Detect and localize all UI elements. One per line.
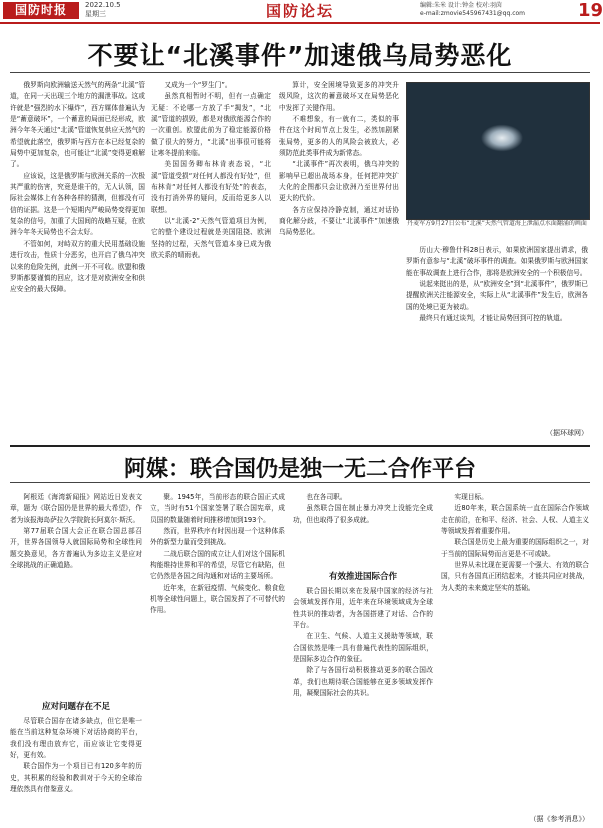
paragraph: 说起来挺出的是，从“欧洲安全”到“北溪事件”，俄罗斯已提醒欧洲关注能源安全，实际上从“北溪事件”发生后，欧洲各国的处境已更为被动。 (406, 280, 588, 311)
paragraph: 第77届联合国大会正在联合国总部召开，世界各国领导人就国际局势和全球性问题交换意见，各方普遍认为多边主义是应对全球挑战的正确道路。 (10, 527, 142, 570)
title2-divider (10, 482, 590, 483)
article2-col2 (150, 492, 285, 824)
article1-col4 (406, 245, 588, 430)
gas-leak-photo (406, 82, 590, 220)
paragraph: 在卫生、气候、人道主义援助等领域，联合国依然是唯一具有普遍代表性的国际组织，是国际多边合作的象征。 (293, 632, 433, 664)
paragraph: 虽然联合国在制止暴力冲突上没能完全成功，但也取得了很多成就。 (293, 504, 433, 524)
paragraph: 近80年来，联合国系统一直在国际合作领域走在前沿，在和平、经济、社会、人权、人道主义等领域发挥着重要作用。 (441, 504, 589, 536)
newspaper-logo: 国防时报 (3, 2, 79, 19)
article2-col1 (10, 492, 142, 692)
paragraph: 历山大·穆鲁什科28日表示，如果欧洲国家提出请求，俄罗斯有意参与“北溪”破坏事件的调查。如果俄罗斯与欧洲国家能在事故调查上进行合作，那将是欧洲安全的一个积极信号。 (406, 246, 588, 277)
paragraph: 各方应保持冷静克制，通过对话协商化解分歧，不要让“北溪事件”加速俄乌局势恶化。 (279, 205, 399, 237)
article2-signature: （据《参考消息》） (529, 815, 589, 823)
paragraph: 应该说，这是俄罗斯与欧洲关系的一次极其严重的伤害，究竟是谁干的，无人认领，国际社会媒体上有各种各样的猜测，但都没有可信的证据。这是一个短期内严峻局势变得更加复杂的信号，加重了大国间的战略互疑，在欧洲今年冬天局势也不会太好。 (10, 171, 145, 237)
paragraph: 不管如何，对峙双方的重大民用基础设施进行攻击，性质十分恶劣，也开启了俄乌冲突以来的危险先例，此例一开不可收。欧盟和俄罗斯都要谨慎的回应，这才是对欧洲安全和供应安全的最大保障。 (10, 239, 145, 294)
photo-caption: 丹麦军方9月27日公布“北溪”天然气管道海上泄漏点水面翻涌的画面 (407, 220, 587, 227)
editor-credits (420, 2, 580, 18)
issue-date-block (85, 1, 121, 19)
paragraph: 联合国是历史上最为重要的国际组织之一，对于当前的国际局势而言更是不可或缺。 (441, 538, 589, 558)
paragraph: 联合国长期以来在发展中国家的经济与社会领域发挥作用，近年来在环境领域成为全球性共识的推动者，为各国搭建了对话、合作的平台。 (293, 587, 433, 630)
paragraph: 阿根廷《海湾新闻报》网站近日发表文章，题为《联合国仍是世界的最大希望》，作者为该报海岛萨拉久学院院长阿莫尔·斯沃。 (10, 493, 142, 524)
article2-col3 (293, 492, 433, 562)
article2-col3b (293, 586, 433, 824)
page-number: 19 (578, 0, 603, 21)
paragraph: 不难想象，有一就有二，类似的事件在这个时间节点上发生，必然加剧紧张局势，更多的人的风险会被放大，必须防范此类事件成为新常态。 (279, 115, 399, 158)
editor-names: 编辑:朱米 设计:钟金 校对:羽茵 (420, 2, 502, 9)
article1-col2 (151, 80, 271, 440)
paragraph: 以“北溪-2”天然气管道项目为例，它的整个建设过程就是美国阻挠、欧洲坚持的过程，天然气管道本身已成为俄欧关系的晴雨表。 (151, 217, 271, 260)
issue-weekday: 星期三 (85, 10, 106, 18)
paragraph: 除了与各国行动积极推动更多的联合国改革，我们也期待联合国能够在更多领域发挥作用，凝聚国际社会的共识。 (293, 666, 433, 698)
paragraph: 美国国务卿布林肯表态说，“北溪”管道受损“对任何人都没有好处”，但布林肯“对任何人都没有好处”的表态，没有打消外界的疑问，反而给更多人以联想。 (151, 160, 271, 214)
article2-col1b (10, 716, 142, 824)
paragraph: 然而，世界秩序有时因出现一个这种体系外的新型力量而受到挑战。 (150, 527, 285, 547)
article2-subhead2: 有效推进国际合作 (328, 572, 397, 582)
article2-col4 (441, 492, 589, 812)
title-divider (10, 72, 590, 73)
article2-title: 阿媒：联合国仍是独一无二合作平台 (123, 457, 476, 482)
article1-signature: （据环球网） (546, 429, 588, 437)
article1-col3 (279, 80, 399, 440)
article1-title: 不要让“北溪事件”加速俄乌局势恶化 (87, 41, 513, 70)
section-title: 国防论坛 (265, 2, 334, 20)
article1-col1 (10, 80, 145, 440)
paragraph: 世界从未比现在更需要一个强大、有效的联合国，只有各国真正团结起来，才能共同应对挑战，为人类的未来奠定坚实的基础。 (441, 561, 589, 592)
paragraph: 实现目标。 (454, 493, 488, 501)
paragraph: 又成为一个“罗生门”。 (164, 81, 232, 89)
paragraph: 尽管联合国存在诸多缺点，但它是唯一能在当前这种复杂环境下对话协商的平台，我们没有理由放弃它，而应该让它变得更好，更有效。 (10, 717, 142, 760)
paragraph: 也在各司职。 (306, 493, 347, 501)
paragraph: 近年来，在新冠疫情、气候变化、粮食危机等全球性问题上，联合国发挥了不可替代的作用。 (150, 583, 285, 615)
paragraph: 俄罗斯向欧洲输送天然气的两条“北溪”管道，在同一天出现三个地方的漏泄事故。这或许就是“强烈的水下爆炸”，西方媒体普遍认为是“蓄意破坏”，一个蓄意的局面已经形成，欧洲今年冬天通过“北溪”管道恢复供应天然气的希望就此落空，俄罗斯与西方在本已经复杂的局势中更加复杂，也可能让“北溪”变得更难解了。 (10, 81, 145, 169)
page-header (0, 0, 603, 24)
paragraph: 联合国作为一个项目已有120多年的历史，其积累的经验和教训对于今天的全球治理依然具有借鉴意义。 (10, 762, 142, 794)
paragraph: 算计，安全困境导致更多的冲突升级风险，这次的蓄意破坏又在局势恶化中发挥了关键作用。 (279, 81, 399, 112)
editor-email: e-mail:zmovie545967431@qq.com (420, 10, 526, 17)
paragraph: 聚。1945年，当前形态的联合国正式成立，当时有51个国家签署了联合国宪章，成员国的数量随着时间推移增加到193个。 (150, 493, 285, 524)
paragraph: “北溪事件”再次表明，俄乌冲突的影响早已超出战场本身，任何把冲突扩大化的企图都只会让欧洲乃至世界付出更大的代价。 (279, 160, 399, 203)
paragraph: 虽然真相暂时不明，但有一点确定无疑：不论哪一方放了手“揭发”，“北溪”管道的损毁，都是对俄欧能源合作的一次重创。欧盟此前为了稳定能源价格做了很大的努力，“北溪”出事很可能将让寒冬提前来临。 (151, 92, 271, 158)
article2-subhead1: 应对问题存在不足 (41, 702, 110, 712)
issue-date: 2022.10.5 (85, 1, 121, 9)
paragraph: 最终只有通过谈判，才能让局势回到可控的轨道。 (419, 314, 567, 323)
paragraph: 二战后联合国的成立让人们对这个国际机构能维持世界和平的希望，尽管它有缺陷，但它仍然是各国之间沟通和对话的主要场所。 (150, 549, 285, 581)
article-divider (10, 445, 590, 447)
